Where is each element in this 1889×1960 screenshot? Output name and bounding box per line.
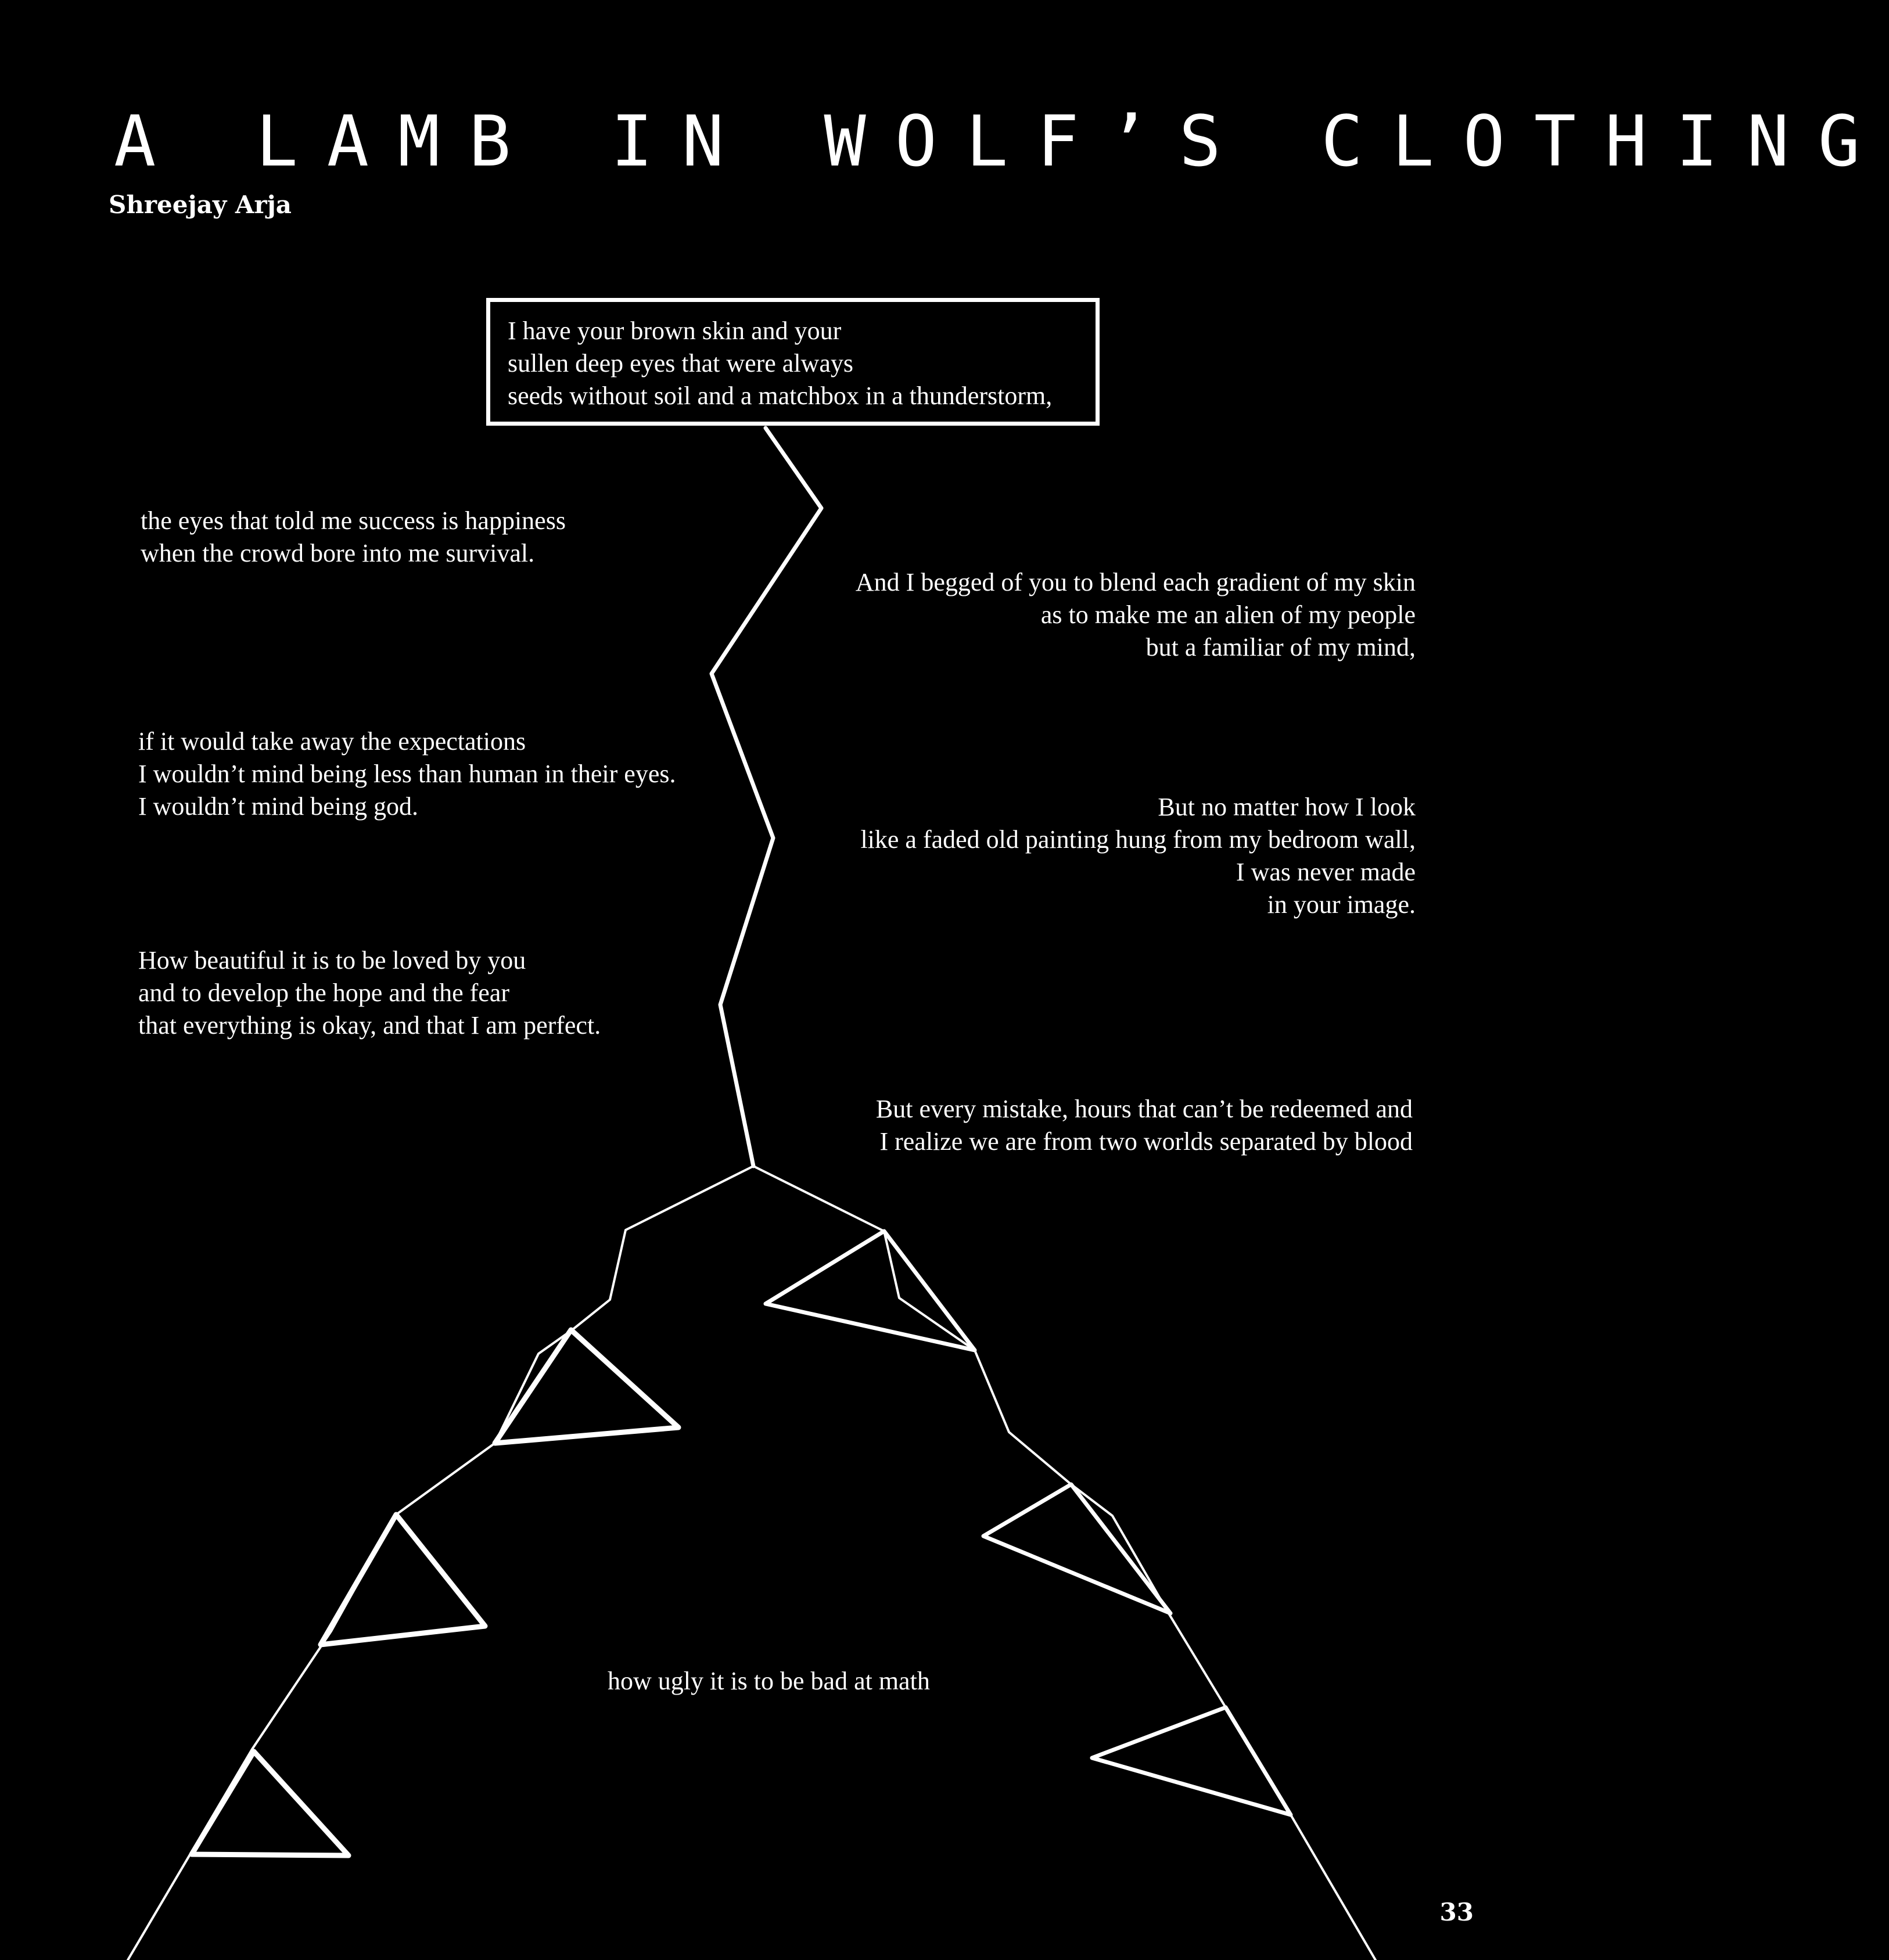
author-name: Shreejay Arja — [109, 190, 292, 219]
stanza-1 — [141, 505, 566, 570]
stanza-5 — [138, 944, 601, 1042]
left-ridge — [128, 1166, 753, 1960]
poem-line: like a faded old painting hung from my bedroom wall, — [860, 825, 1416, 854]
flag-5 — [983, 1484, 1170, 1613]
flag-2 — [321, 1515, 485, 1645]
poem-line: as to make me an alien of my people — [1040, 600, 1416, 629]
poem-line: that everything is okay, and that I am perfect. — [138, 1011, 601, 1040]
poem-line: seeds without soil and a matchbox in a thunderstorm, — [508, 382, 1053, 410]
poem-line: I wouldn’t mind being less than human in their eyes. — [138, 760, 676, 788]
boxed-stanza — [486, 298, 1100, 426]
poem-line: the eyes that told me success is happiness — [141, 506, 566, 535]
stanza-7 — [608, 1665, 930, 1698]
crack-line — [712, 428, 821, 1166]
flag-4 — [766, 1231, 975, 1350]
flag-6 — [1092, 1707, 1291, 1815]
poem-line: I realize we are from two worlds separated by blood — [879, 1127, 1413, 1156]
poem-line: I was never made — [1236, 858, 1416, 886]
poem-line: when the crowd bore into me survival. — [141, 539, 535, 567]
poem-line: But every mistake, hours that can’t be redeemed and — [875, 1095, 1413, 1123]
poem-line: how ugly it is to be bad at math — [608, 1667, 930, 1695]
stanza-6 — [876, 1093, 1413, 1158]
poem-title: A LAMB IN WOLF’S CLOTHING — [114, 102, 1889, 182]
page-number: 33 — [1439, 1898, 1474, 1926]
stanza-2 — [856, 566, 1416, 664]
poem-line: sullen deep eyes that were always — [508, 349, 853, 377]
poem-line: I have your brown skin and your — [508, 317, 842, 345]
poem-line: But no matter how I look — [1158, 793, 1416, 821]
flag-3 — [192, 1752, 349, 1855]
poem-line: I wouldn’t mind being god. — [138, 792, 418, 821]
poem-line: in your image. — [1267, 890, 1416, 919]
poem-line: and to develop the hope and the fear — [138, 979, 509, 1007]
right-ridge — [753, 1166, 1376, 1960]
poem-line: How beautiful it is to be loved by you — [138, 946, 526, 974]
poem-line: And I begged of you to blend each gradient of my skin — [855, 568, 1416, 596]
stanza-3 — [138, 725, 676, 823]
stanza-4 — [860, 791, 1416, 921]
poem-line: but a familiar of my mind, — [1145, 633, 1416, 661]
poem-line: if it would take away the expectations — [138, 727, 526, 756]
